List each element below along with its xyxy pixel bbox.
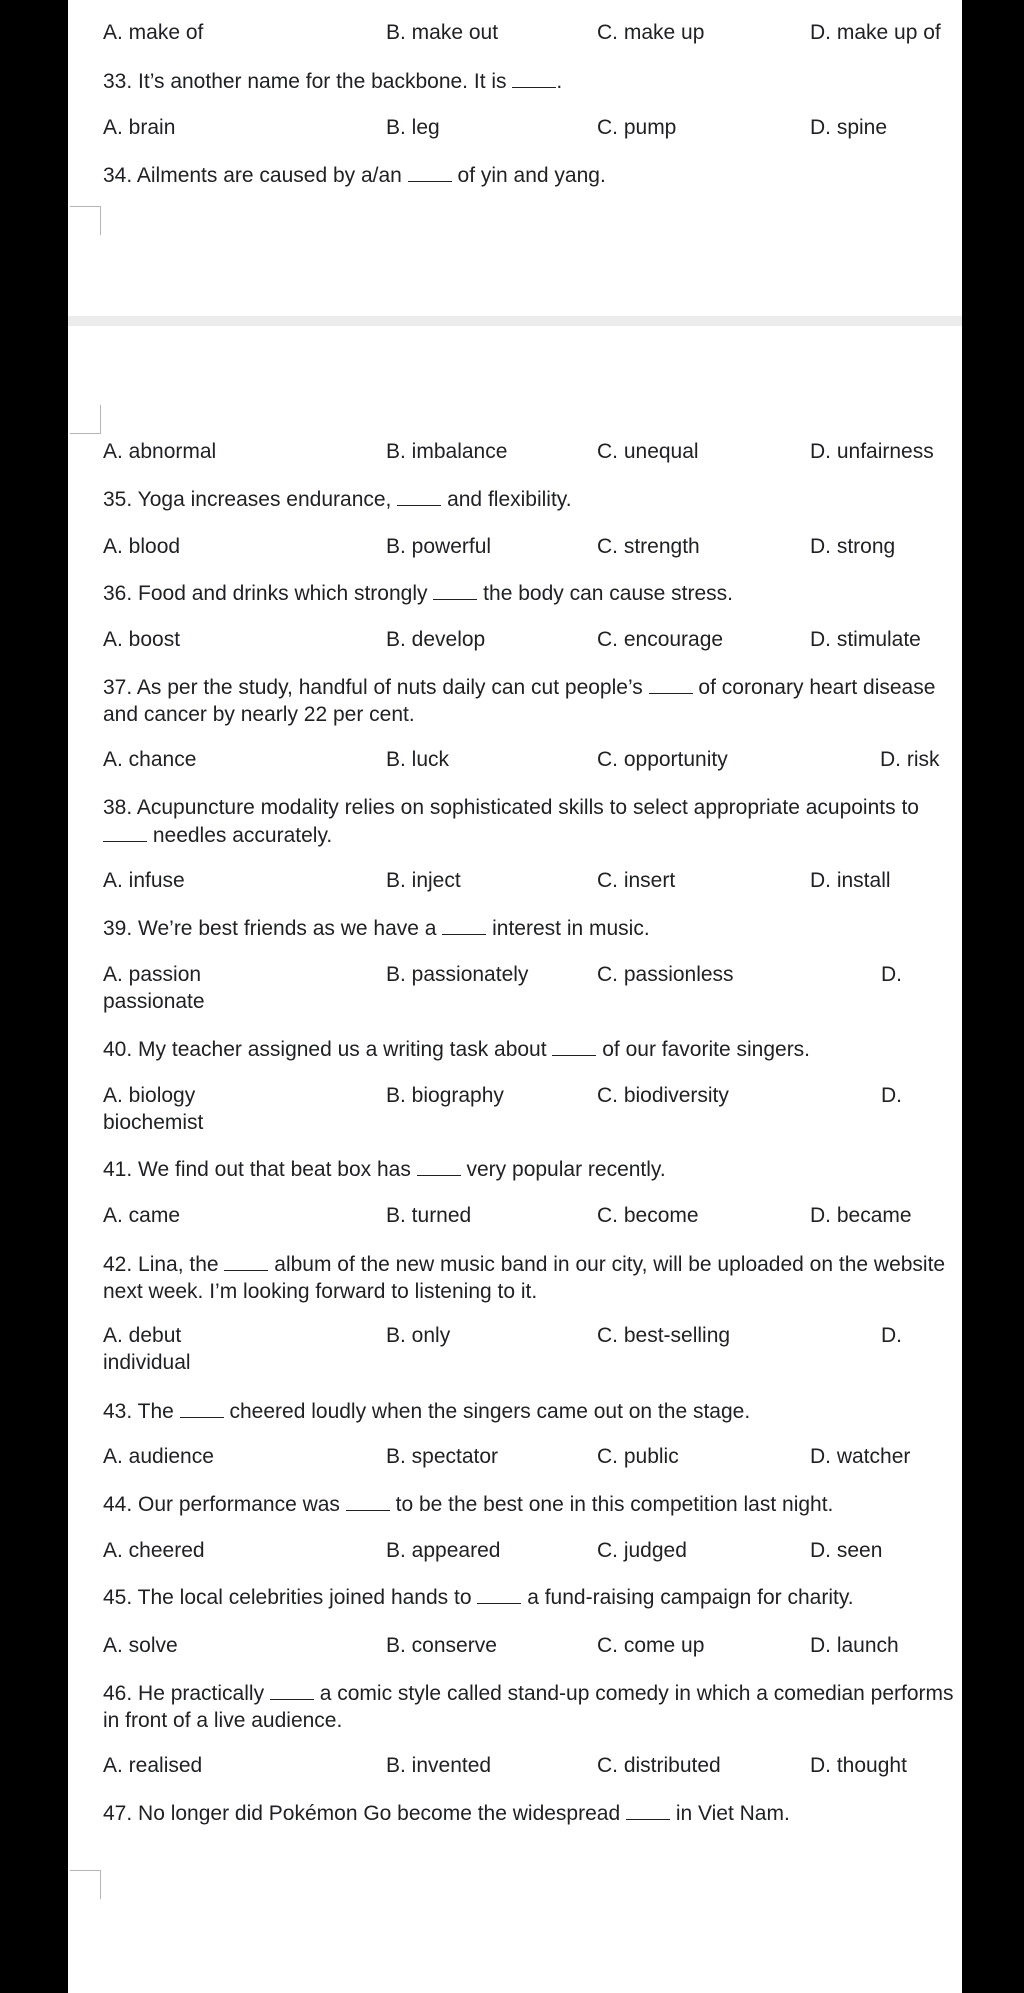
option-c[interactable]: C. pump xyxy=(597,116,677,139)
page-corner-mark xyxy=(70,206,101,235)
answer-blank xyxy=(417,1155,461,1176)
option-a[interactable]: A. make of xyxy=(103,21,204,44)
question-41: 41. We find out that beat box has very popular recently. xyxy=(103,1155,955,1183)
option-d[interactable]: D. stimulate xyxy=(810,628,921,651)
answer-blank xyxy=(180,1397,224,1418)
option-a[interactable]: A. biology xyxy=(103,1084,196,1107)
answer-blank xyxy=(626,1799,670,1820)
answer-blank xyxy=(224,1250,268,1271)
option-c[interactable]: C. encourage xyxy=(597,628,724,651)
option-a[interactable]: A. blood xyxy=(103,535,181,558)
option-a[interactable]: A. cheered xyxy=(103,1539,205,1562)
option-d[interactable]: D. watcher xyxy=(810,1445,911,1468)
question-35: 35. Yoga increases endurance, and flexibility. xyxy=(103,485,955,513)
question-44: 44. Our performance was to be the best one in this competition last night. xyxy=(103,1490,955,1518)
option-d[interactable]: D. strong xyxy=(810,535,896,558)
question-45: 45. The local celebrities joined hands to a fund-raising campaign for charity. xyxy=(103,1583,955,1611)
option-a[interactable]: A. abnormal xyxy=(103,440,217,463)
question-46: 46. He practically a comic style called stand-up comedy in which a comedian performs in front of a live audience. xyxy=(103,1679,955,1734)
option-c[interactable]: C. passionless xyxy=(597,963,734,986)
question-43: 43. The cheered loudly when the singers came out on the stage. xyxy=(103,1397,955,1425)
option-c[interactable]: C. make up xyxy=(597,21,705,44)
option-a[interactable]: A. realised xyxy=(103,1754,203,1777)
option-b[interactable]: B. passionately xyxy=(386,963,529,986)
answer-blank xyxy=(346,1490,390,1511)
option-c[interactable]: C. best-selling xyxy=(597,1324,731,1347)
page-corner-mark xyxy=(70,405,101,434)
option-b[interactable]: B. imbalance xyxy=(386,440,508,463)
option-c[interactable]: C. strength xyxy=(597,535,700,558)
option-d[interactable]: D. xyxy=(881,1324,902,1347)
option-b[interactable]: B. spectator xyxy=(386,1445,499,1468)
page-corner-mark xyxy=(70,1870,101,1899)
option-d-text[interactable]: individual xyxy=(103,1351,191,1374)
question-33: 33. It’s another name for the backbone. It is . xyxy=(103,67,955,95)
answer-blank xyxy=(433,579,477,600)
option-d[interactable]: D. launch xyxy=(810,1634,899,1657)
question-34: 34. Ailments are caused by a/an of yin and yang. xyxy=(103,161,955,189)
option-c[interactable]: C. come up xyxy=(597,1634,705,1657)
answer-blank xyxy=(408,161,452,182)
option-a[interactable]: A. brain xyxy=(103,116,176,139)
answer-blank xyxy=(270,1679,314,1700)
option-a[interactable]: A. solve xyxy=(103,1634,178,1657)
question-47: 47. No longer did Pokémon Go become the widespread in Viet Nam. xyxy=(103,1799,955,1827)
option-b[interactable]: B. turned xyxy=(386,1204,472,1227)
question-37: 37. As per the study, handful of nuts daily can cut people’s of coronary heart disease and cancer by nearly 22 per cent. xyxy=(103,673,955,728)
answer-blank xyxy=(649,673,693,694)
option-b[interactable]: B. make out xyxy=(386,21,499,44)
option-a[interactable]: A. came xyxy=(103,1204,181,1227)
option-d[interactable]: D. thought xyxy=(810,1754,907,1777)
option-d[interactable]: D. risk xyxy=(880,748,940,771)
option-a[interactable]: A. debut xyxy=(103,1324,182,1347)
option-b[interactable]: B. conserve xyxy=(386,1634,497,1657)
answer-blank xyxy=(512,67,556,88)
option-a[interactable]: A. passion xyxy=(103,963,202,986)
option-d[interactable]: D. xyxy=(881,963,902,986)
option-c[interactable]: C. judged xyxy=(597,1539,687,1562)
option-b[interactable]: B. develop xyxy=(386,628,486,651)
option-a[interactable]: A. infuse xyxy=(103,869,185,892)
question-36: 36. Food and drinks which strongly the body can cause stress. xyxy=(103,579,955,607)
option-d[interactable]: D. seen xyxy=(810,1539,883,1562)
option-d[interactable]: D. unfairness xyxy=(810,440,934,463)
option-c[interactable]: C. biodiversity xyxy=(597,1084,729,1107)
option-a[interactable]: A. chance xyxy=(103,748,197,771)
question-39: 39. We’re best friends as we have a interest in music. xyxy=(103,914,955,942)
option-b[interactable]: B. luck xyxy=(386,748,450,771)
option-b[interactable]: B. appeared xyxy=(386,1539,501,1562)
option-c[interactable]: C. opportunity xyxy=(597,748,728,771)
option-c[interactable]: C. become xyxy=(597,1204,699,1227)
question-38: 38. Acupuncture modality relies on sophisticated skills to select appropriate acupoints to needles accurately. xyxy=(103,796,925,847)
option-c[interactable]: C. unequal xyxy=(597,440,699,463)
option-d[interactable]: D. spine xyxy=(810,116,888,139)
answer-blank xyxy=(397,485,441,506)
answer-blank xyxy=(442,914,486,935)
option-c[interactable]: C. public xyxy=(597,1445,679,1468)
option-d[interactable]: D. became xyxy=(810,1204,912,1227)
page-break xyxy=(68,316,962,326)
option-b[interactable]: B. invented xyxy=(386,1754,492,1777)
option-d-text[interactable]: biochemist xyxy=(103,1111,204,1134)
answer-blank xyxy=(552,1035,596,1056)
option-b[interactable]: B. leg xyxy=(386,116,440,139)
option-b[interactable]: B. only xyxy=(386,1324,451,1347)
option-b[interactable]: B. powerful xyxy=(386,535,492,558)
answer-blank xyxy=(103,821,147,842)
option-b[interactable]: B. biography xyxy=(386,1084,504,1107)
option-a[interactable]: A. audience xyxy=(103,1445,214,1468)
option-a[interactable]: A. boost xyxy=(103,628,181,651)
question-42: 42. Lina, the album of the new music band in our city, will be uploaded on the website next week. I’m looking forward to listening to it. xyxy=(103,1250,955,1305)
option-d[interactable]: D. install xyxy=(810,869,891,892)
question-40: 40. My teacher assigned us a writing task about of our favorite singers. xyxy=(103,1035,955,1063)
option-c[interactable]: C. insert xyxy=(597,869,676,892)
option-d-text[interactable]: passionate xyxy=(103,990,205,1013)
answer-blank xyxy=(477,1583,521,1604)
option-c[interactable]: C. distributed xyxy=(597,1754,721,1777)
option-d[interactable]: D. make up of xyxy=(810,21,941,44)
option-d[interactable]: D. xyxy=(881,1084,902,1107)
option-b[interactable]: B. inject xyxy=(386,869,461,892)
